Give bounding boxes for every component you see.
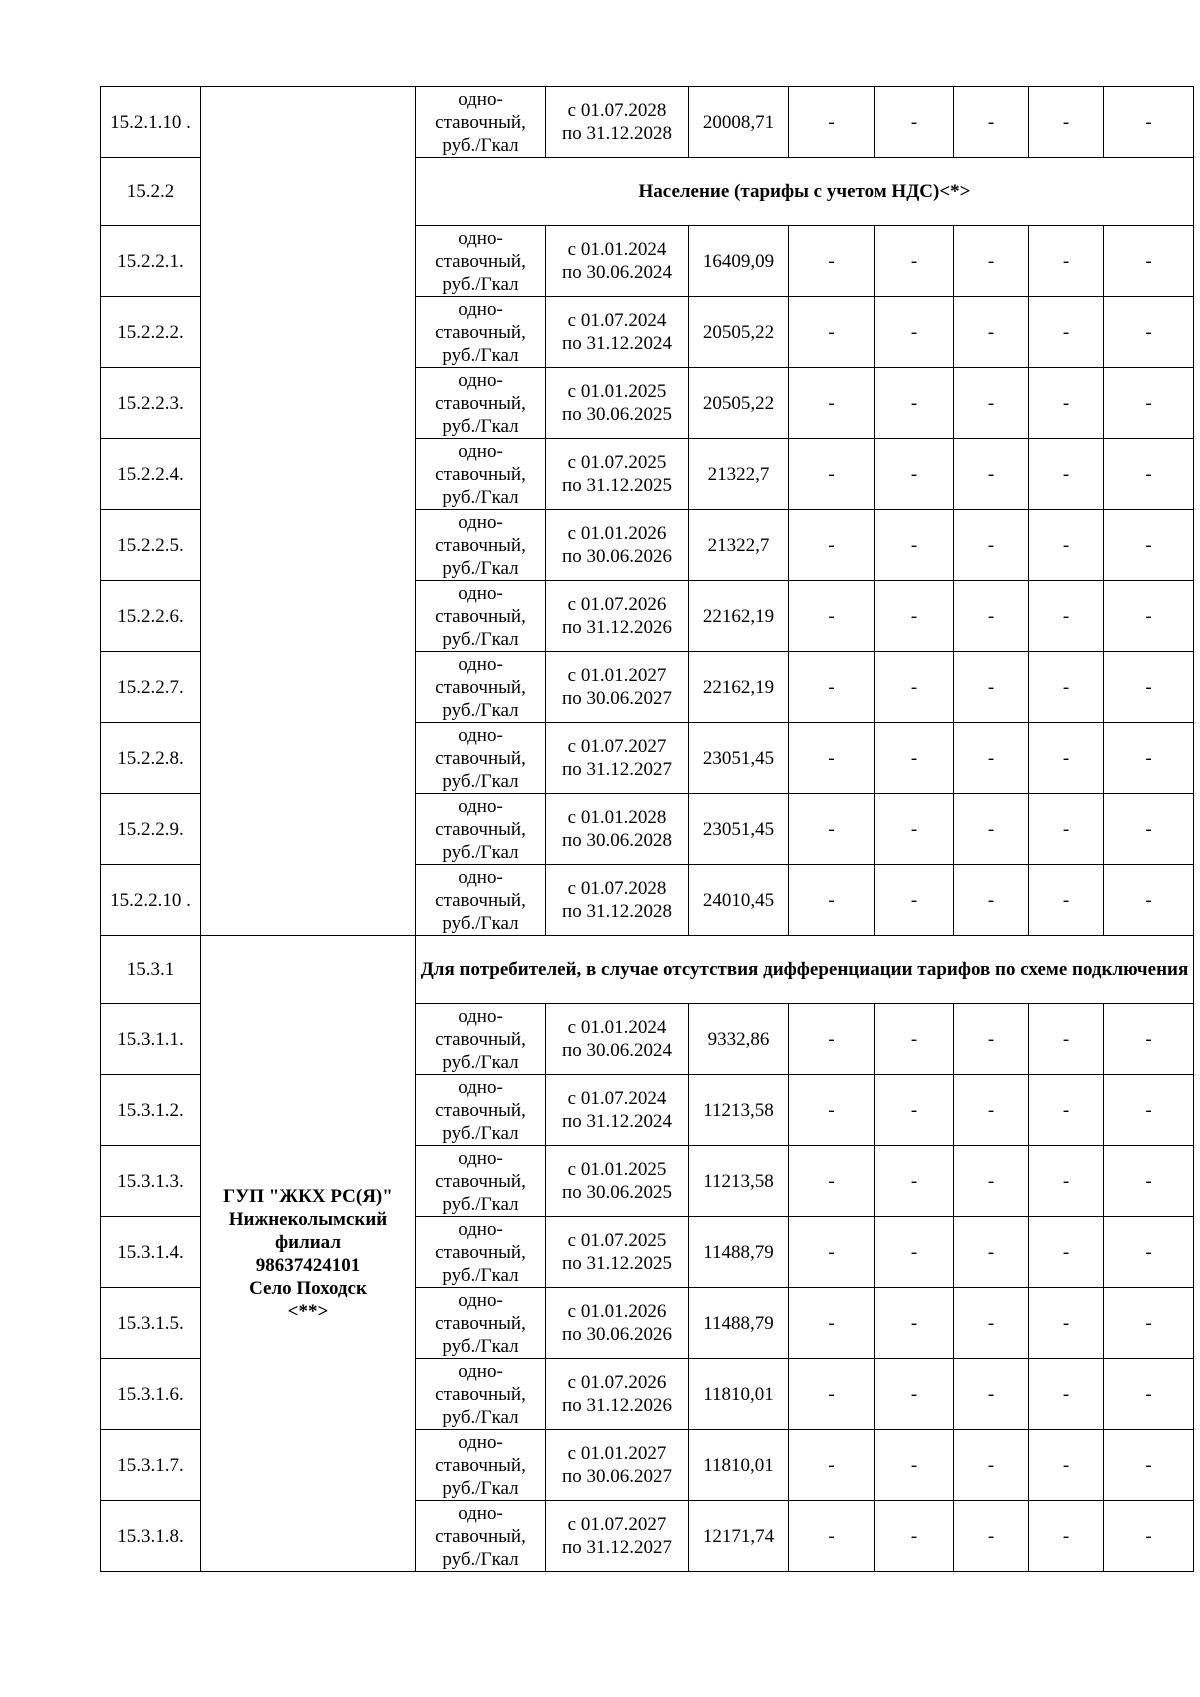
empty-value-dash: - [789,1359,875,1430]
tariff-value: 16409,09 [689,226,789,297]
empty-value-dash: - [875,510,954,581]
empty-value-dash: - [954,1430,1029,1501]
empty-value-dash: - [1029,510,1104,581]
empty-value-dash: - [789,1075,875,1146]
empty-value-dash: - [954,1075,1029,1146]
row-number: 15.2.2.10 . [101,865,201,936]
empty-value-dash: - [1104,87,1194,158]
empty-value-dash: - [1029,1430,1104,1501]
empty-value-dash: - [789,794,875,865]
empty-value-dash: - [1029,87,1104,158]
row-number: 15.2.1.10 . [101,87,201,158]
tariff-period: с 01.07.2024 по 31.12.2024 [546,1075,689,1146]
tariff-value: 24010,45 [689,865,789,936]
tariff-period: с 01.01.2024 по 30.06.2024 [546,226,689,297]
tariff-type: одно- ставочный, руб./Гкал [416,439,546,510]
row-number: 15.2.2.9. [101,794,201,865]
empty-value-dash: - [875,368,954,439]
tariff-period: с 01.07.2028 по 31.12.2028 [546,865,689,936]
empty-value-dash: - [1029,794,1104,865]
empty-value-dash: - [789,439,875,510]
row-number: 15.3.1.5. [101,1288,201,1359]
empty-value-dash: - [1029,723,1104,794]
tariff-type: одно- ставочный, руб./Гкал [416,1004,546,1075]
row-number: 15.3.1.6. [101,1359,201,1430]
tariff-period: с 01.01.2025 по 30.06.2025 [546,368,689,439]
tariff-type: одно- ставочный, руб./Гкал [416,1075,546,1146]
table-row [101,87,1194,158]
empty-value-dash: - [1029,1359,1104,1430]
tariff-value: 23051,45 [689,723,789,794]
tariff-period: с 01.01.2025 по 30.06.2025 [546,1146,689,1217]
empty-value-dash: - [875,723,954,794]
empty-value-dash: - [875,1004,954,1075]
row-number: 15.2.2.4. [101,439,201,510]
tariff-type: одно- ставочный, руб./Гкал [416,226,546,297]
empty-value-dash: - [789,1146,875,1217]
empty-value-dash: - [875,1075,954,1146]
tariff-type: одно- ставочный, руб./Гкал [416,723,546,794]
tariff-type: одно- ставочный, руб./Гкал [416,1217,546,1288]
empty-value-dash: - [1104,297,1194,368]
empty-value-dash: - [954,1217,1029,1288]
empty-value-dash: - [1104,1075,1194,1146]
empty-value-dash: - [875,865,954,936]
empty-value-dash: - [789,368,875,439]
empty-value-dash: - [875,1288,954,1359]
tariff-period: с 01.07.2027 по 31.12.2027 [546,723,689,794]
empty-value-dash: - [954,652,1029,723]
tariff-type: одно- ставочный, руб./Гкал [416,1146,546,1217]
tariff-value: 21322,7 [689,510,789,581]
empty-value-dash: - [789,1430,875,1501]
empty-value-dash: - [954,87,1029,158]
tariff-period: с 01.01.2027 по 30.06.2027 [546,1430,689,1501]
empty-value-dash: - [875,794,954,865]
empty-value-dash: - [789,510,875,581]
section-title: Население (тарифы с учетом НДС)<*> [416,158,1194,226]
empty-value-dash: - [1104,1004,1194,1075]
empty-value-dash: - [789,226,875,297]
empty-value-dash: - [954,1146,1029,1217]
empty-value-dash: - [1104,510,1194,581]
empty-value-dash: - [875,297,954,368]
table-body [101,87,1194,1572]
section-title: Для потребителей, в случае отсутствия дифференциации тарифов по схеме подключения [416,936,1194,1004]
tariff-value: 11488,79 [689,1217,789,1288]
tariff-period: с 01.01.2028 по 30.06.2028 [546,794,689,865]
tariff-period: с 01.07.2025 по 31.12.2025 [546,1217,689,1288]
section-row [101,936,1194,1004]
empty-value-dash: - [1104,1146,1194,1217]
empty-value-dash: - [954,368,1029,439]
empty-value-dash: - [954,226,1029,297]
row-number: 15.3.1.3. [101,1146,201,1217]
empty-value-dash: - [1104,794,1194,865]
empty-value-dash: - [875,439,954,510]
tariff-type: одно- ставочный, руб./Гкал [416,297,546,368]
empty-value-dash: - [1104,723,1194,794]
empty-value-dash: - [954,723,1029,794]
organization-cell-empty [201,87,416,936]
empty-value-dash: - [789,1288,875,1359]
section-number: 15.3.1 [101,936,201,1004]
tariff-value: 22162,19 [689,581,789,652]
empty-value-dash: - [954,1501,1029,1572]
empty-value-dash: - [954,510,1029,581]
tariff-period: с 01.07.2026 по 31.12.2026 [546,581,689,652]
tariff-period: с 01.07.2024 по 31.12.2024 [546,297,689,368]
tariff-period: с 01.01.2026 по 30.06.2026 [546,510,689,581]
row-number: 15.3.1.1. [101,1004,201,1075]
empty-value-dash: - [1029,1288,1104,1359]
empty-value-dash: - [789,723,875,794]
row-number: 15.3.1.7. [101,1430,201,1501]
tariff-value: 20505,22 [689,297,789,368]
row-number: 15.2.2.2. [101,297,201,368]
tariff-type: одно- ставочный, руб./Гкал [416,1359,546,1430]
tariff-value: 11213,58 [689,1075,789,1146]
tariff-period: с 01.01.2026 по 30.06.2026 [546,1288,689,1359]
empty-value-dash: - [875,226,954,297]
tariff-value: 11213,58 [689,1146,789,1217]
empty-value-dash: - [875,1430,954,1501]
tariff-type: одно- ставочный, руб./Гкал [416,510,546,581]
tariff-value: 9332,86 [689,1004,789,1075]
empty-value-dash: - [789,1217,875,1288]
empty-value-dash: - [1029,1146,1104,1217]
empty-value-dash: - [1104,439,1194,510]
empty-value-dash: - [789,1004,875,1075]
empty-value-dash: - [1029,1217,1104,1288]
empty-value-dash: - [875,652,954,723]
tariff-value: 12171,74 [689,1501,789,1572]
empty-value-dash: - [1104,226,1194,297]
empty-value-dash: - [1029,439,1104,510]
row-number: 15.2.2.6. [101,581,201,652]
empty-value-dash: - [789,581,875,652]
empty-value-dash: - [954,581,1029,652]
empty-value-dash: - [1029,865,1104,936]
tariff-value: 11810,01 [689,1359,789,1430]
empty-value-dash: - [1029,368,1104,439]
tariff-period: с 01.07.2027 по 31.12.2027 [546,1501,689,1572]
empty-value-dash: - [1104,1430,1194,1501]
empty-value-dash: - [1104,1288,1194,1359]
tariff-period: с 01.07.2026 по 31.12.2026 [546,1359,689,1430]
empty-value-dash: - [1029,226,1104,297]
empty-value-dash: - [875,1146,954,1217]
empty-value-dash: - [1104,865,1194,936]
empty-value-dash: - [875,87,954,158]
organization-name: ГУП "ЖКХ РС(Я)" Нижнеколымский филиал 98637424101 Село Походск <**> [201,936,416,1572]
empty-value-dash: - [1029,297,1104,368]
empty-value-dash: - [875,1359,954,1430]
row-number: 15.3.1.4. [101,1217,201,1288]
empty-value-dash: - [1104,581,1194,652]
tariff-type: одно- ставочный, руб./Гкал [416,368,546,439]
empty-value-dash: - [954,297,1029,368]
tariff-type: одно- ставочный, руб./Гкал [416,1288,546,1359]
empty-value-dash: - [1029,652,1104,723]
tariff-value: 11488,79 [689,1288,789,1359]
tariff-value: 21322,7 [689,439,789,510]
empty-value-dash: - [954,865,1029,936]
tariff-value: 23051,45 [689,794,789,865]
tariff-period: с 01.01.2027 по 30.06.2027 [546,652,689,723]
empty-value-dash: - [954,794,1029,865]
tariff-type: одно- ставочный, руб./Гкал [416,87,546,158]
empty-value-dash: - [875,1217,954,1288]
tariff-value: 22162,19 [689,652,789,723]
empty-value-dash: - [1029,1501,1104,1572]
row-number: 15.2.2.8. [101,723,201,794]
tariff-period: с 01.07.2025 по 31.12.2025 [546,439,689,510]
empty-value-dash: - [789,297,875,368]
row-number: 15.2.2.5. [101,510,201,581]
tariff-period: с 01.07.2028 по 31.12.2028 [546,87,689,158]
tariff-value: 20008,71 [689,87,789,158]
empty-value-dash: - [1104,652,1194,723]
empty-value-dash: - [1029,581,1104,652]
empty-value-dash: - [1029,1075,1104,1146]
tariff-type: одно- ставочный, руб./Гкал [416,865,546,936]
tariff-type: одно- ставочный, руб./Гкал [416,652,546,723]
row-number: 15.2.2.1. [101,226,201,297]
tariff-type: одно- ставочный, руб./Гкал [416,1501,546,1572]
empty-value-dash: - [1029,1004,1104,1075]
empty-value-dash: - [789,87,875,158]
empty-value-dash: - [954,1359,1029,1430]
row-number: 15.3.1.2. [101,1075,201,1146]
empty-value-dash: - [954,1288,1029,1359]
tariff-type: одно- ставочный, руб./Гкал [416,794,546,865]
empty-value-dash: - [954,439,1029,510]
empty-value-dash: - [875,1501,954,1572]
row-number: 15.3.1.8. [101,1501,201,1572]
empty-value-dash: - [1104,1217,1194,1288]
empty-value-dash: - [1104,368,1194,439]
tariff-period: с 01.01.2024 по 30.06.2024 [546,1004,689,1075]
empty-value-dash: - [789,1501,875,1572]
tariff-type: одно- ставочный, руб./Гкал [416,1430,546,1501]
empty-value-dash: - [1104,1501,1194,1572]
empty-value-dash: - [954,1004,1029,1075]
empty-value-dash: - [789,865,875,936]
tariff-value: 11810,01 [689,1430,789,1501]
empty-value-dash: - [875,581,954,652]
row-number: 15.2.2.7. [101,652,201,723]
row-number: 15.2.2.3. [101,368,201,439]
section-number: 15.2.2 [101,158,201,226]
empty-value-dash: - [1104,1359,1194,1430]
empty-value-dash: - [789,652,875,723]
tariff-type: одно- ставочный, руб./Гкал [416,581,546,652]
tariff-table [100,86,1194,1572]
tariff-value: 20505,22 [689,368,789,439]
